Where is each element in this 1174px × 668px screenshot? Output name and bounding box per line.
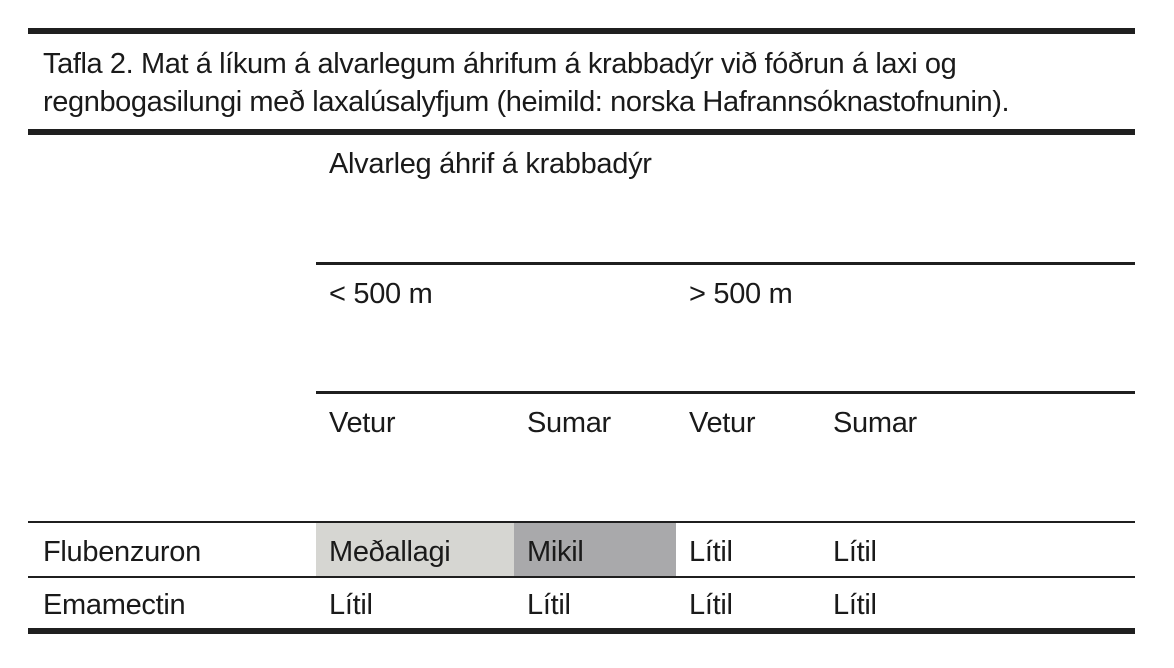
table-cell: Lítil (329, 589, 373, 621)
season-header-4: Sumar (833, 407, 917, 439)
row-label-flubenzuron: Flubenzuron (43, 536, 201, 568)
table-caption (43, 45, 1009, 121)
table-bottom-rule (28, 628, 1135, 634)
table-top-rule (28, 28, 1135, 34)
table-cell: Mikil (527, 536, 584, 568)
row-divider (28, 576, 1135, 578)
caption-bottom-rule (28, 129, 1135, 135)
distance-header-near: < 500 m (329, 278, 433, 310)
group-header-rule (316, 262, 1135, 265)
caption-line-1: Tafla 2. Mat á líkum á alvarlegum áhrifum á krabbadýr við fóðrun á laxi og (43, 48, 957, 80)
distance-header-far: > 500 m (689, 278, 793, 310)
season-header-1: Vetur (329, 407, 396, 439)
table-cell: Lítil (527, 589, 571, 621)
table-cell: Lítil (833, 536, 877, 568)
caption-line-2: regnbogasilungi með laxalúsalyfjum (heimild: norska Hafrannsóknastofnunin). (43, 86, 1010, 118)
table-cell: Lítil (689, 536, 733, 568)
group-header: Alvarleg áhrif á krabbadýr (329, 148, 652, 180)
header-bottom-rule (28, 521, 1135, 523)
row-label-emamectin: Emamectin (43, 589, 186, 621)
distance-header-rule (316, 391, 1135, 394)
table-cell: Lítil (833, 589, 877, 621)
season-header-3: Vetur (689, 407, 756, 439)
table-cell: Lítil (689, 589, 733, 621)
season-header-2: Sumar (527, 407, 611, 439)
table-cell: Meðallagi (329, 536, 451, 568)
